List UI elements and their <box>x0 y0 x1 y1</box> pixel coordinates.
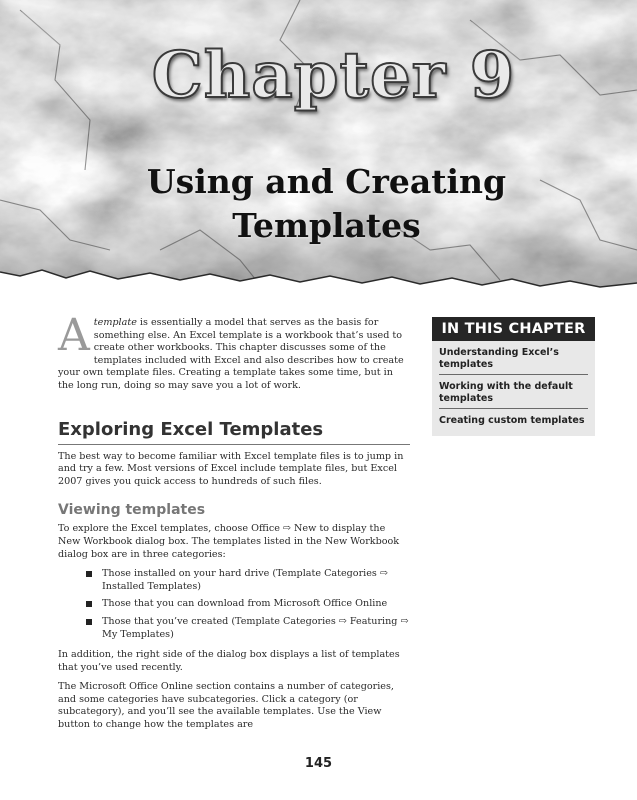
in-this-chapter-sidebar <box>432 317 595 436</box>
chapter-banner <box>0 0 637 290</box>
chapter-title <box>0 160 637 248</box>
subsection-paragraph-1: To explore the Excel templates, choose Office ⇨ New to display the New Workbook dialog box. The templates listed in the New Workbook dialog box are in three categories: <box>58 523 400 560</box>
subsection-heading: Viewing templates <box>58 502 206 519</box>
list-item: Those that you can download from Microsoft Office Online <box>86 598 410 611</box>
subsection-paragraph-3: The Microsoft Office Online section contains a number of categories, and some categories have subcategories. Click a category (or subcategory), and you’ll see the available templates. Use the View button to change how the templates are <box>58 681 394 731</box>
list-item: Those that you’ve created (Template Categories ⇨ Featuring ⇨ My Templates) <box>86 616 410 641</box>
subsection-paragraph-2: In addition, the right side of the dialog box displays a list of templates that you’ve used recently. <box>58 649 400 673</box>
intro-paragraph <box>58 310 410 393</box>
intro-text: is essentially a model that serves as the basis for something else. An Excel template is a workbook that’s used to create other workbooks. This chapter discusses some of the templates included with Excel and also describes how to create your own template files. Creating a template takes some time, but in the long run, doing so may save you a lot of work. <box>58 317 404 391</box>
sidebar-item-understanding-templates: Understanding Excel’s templates <box>439 341 588 375</box>
section-heading: Exploring Excel Templates <box>58 419 410 445</box>
sidebar-item-default-templates: Working with the default templates <box>439 375 588 409</box>
chapter-title-line2: Templates <box>232 206 421 245</box>
intro-term: template <box>93 317 137 328</box>
sidebar-heading: IN THIS CHAPTER <box>432 317 595 341</box>
page-body <box>58 310 410 739</box>
section-paragraph: The best way to become familiar with Excel template files is to jump in and try a few. Most versions of Excel include template files, but Excel 2007 gives you quick access to hundreds of such files. <box>58 450 404 487</box>
category-list <box>58 568 410 641</box>
list-item: Those installed on your hard drive (Template Categories ⇨ Installed Templates) <box>86 568 410 593</box>
chapter-label: Chapter 9 <box>151 38 516 113</box>
chapter-title-line1: Using and Creating <box>146 162 507 201</box>
sidebar-item-custom-templates: Creating custom templates <box>439 415 585 426</box>
drop-cap: A <box>58 310 90 361</box>
page-number: 145 <box>304 756 333 771</box>
